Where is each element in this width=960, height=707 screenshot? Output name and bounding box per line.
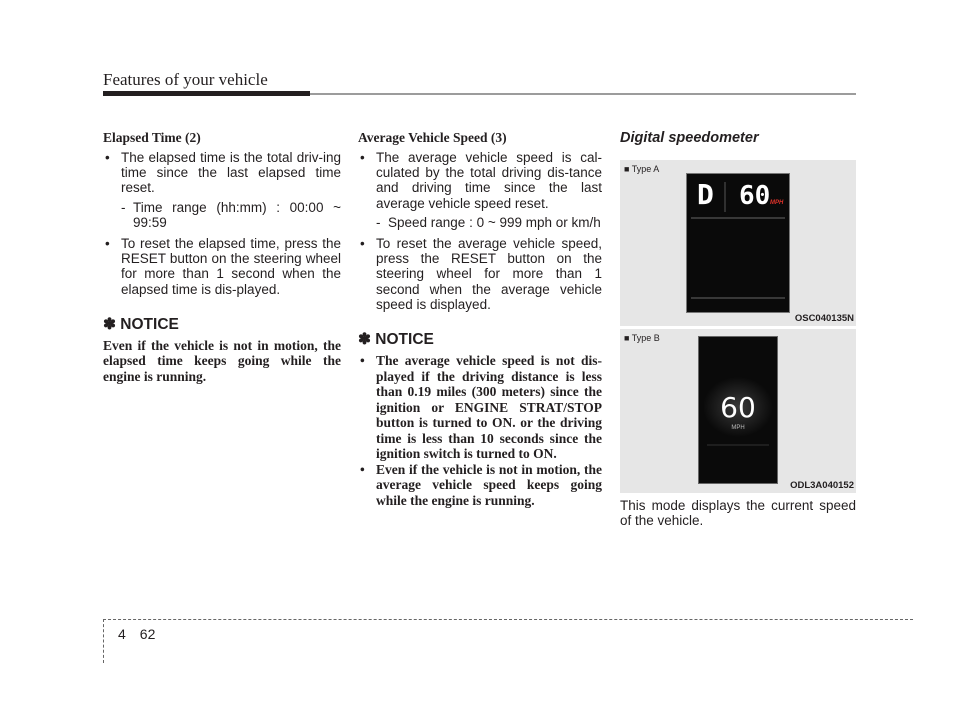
speed-unit: MPH (770, 200, 784, 206)
column-average-speed (358, 130, 602, 508)
header-rule-accent (103, 91, 310, 96)
list-item: • The elapsed time is the total driv-ing time since the last elapsed time reset. (105, 150, 341, 196)
list-item: • To reset the average vehicle speed, press the RESET button on the steering wheel for more than 1 second when the average vehicle speed is displayed. (360, 236, 602, 312)
heading-digital-speedometer: Digital speedometer (620, 130, 759, 146)
footer-rule (103, 619, 913, 620)
list-sub-item: - Speed range : 0 ~ 999 mph or km/h (376, 214, 601, 230)
speedometer-type-a-graphic (687, 174, 789, 312)
cluster-display-type-b (698, 336, 778, 484)
page-number (118, 626, 155, 642)
speedometer-type-b-graphic (699, 337, 777, 483)
notice-list-item: • Even if the vehicle is not in motion, the average vehicle speed keeps going while the engine is running. (360, 461, 602, 508)
figure-code: OSC040135N (794, 313, 854, 324)
speed-unit: MPH (731, 425, 745, 431)
notice-title: ✽ NOTICE (358, 331, 434, 349)
notice-title: ✽ NOTICE (103, 315, 179, 333)
section-title: Features of your vehicle (103, 70, 268, 89)
list-item: • The average vehicle speed is cal-culated by the total driving dis-tance and driving time since the last average vehicle speed reset. (360, 150, 602, 211)
figure-code: ODL3A040152 (790, 480, 854, 491)
cluster-display-type-a (686, 173, 790, 313)
heading-elapsed-time: Elapsed Time (2) (103, 130, 201, 145)
chapter-number: 4 (118, 626, 126, 642)
gear-indicator: D (697, 178, 714, 211)
speed-value: 60 (739, 181, 771, 211)
speed-value: 60 (720, 391, 756, 424)
list-sub-item: - Time range (hh:mm) : 00:00 ~ 99:59 (121, 199, 341, 230)
notice-text: Even if the vehicle is not in motion, the elapsed time keeps going while the engine is running. (103, 337, 341, 384)
figure-type-b (620, 329, 856, 493)
footer-divider (103, 619, 104, 663)
speedometer-description: This mode displays the current speed of the vehicle. (620, 498, 856, 529)
column-digital-speedometer (620, 130, 856, 146)
list-item: • To reset the elapsed time, press the RESET button on the steering wheel for more than 1 second when the elapsed time is dis-played. (105, 236, 341, 297)
page-number-value: 62 (139, 626, 156, 642)
heading-average-speed: Average Vehicle Speed (3) (358, 130, 507, 145)
figure-type-a (620, 160, 856, 326)
type-b-label: ■ Type B (624, 333, 660, 343)
type-a-label: ■ Type A (624, 164, 660, 174)
column-elapsed-time (103, 130, 341, 384)
notice-list-item: • The average vehicle speed is not dis-played if the driving distance is less than 0.19 miles (300 meters) since the ignition or ENGINE STRAT/STOP button is turned to ON. or the driving time is less than 10 seconds since the ignition switch is turned to ON. (360, 353, 602, 462)
